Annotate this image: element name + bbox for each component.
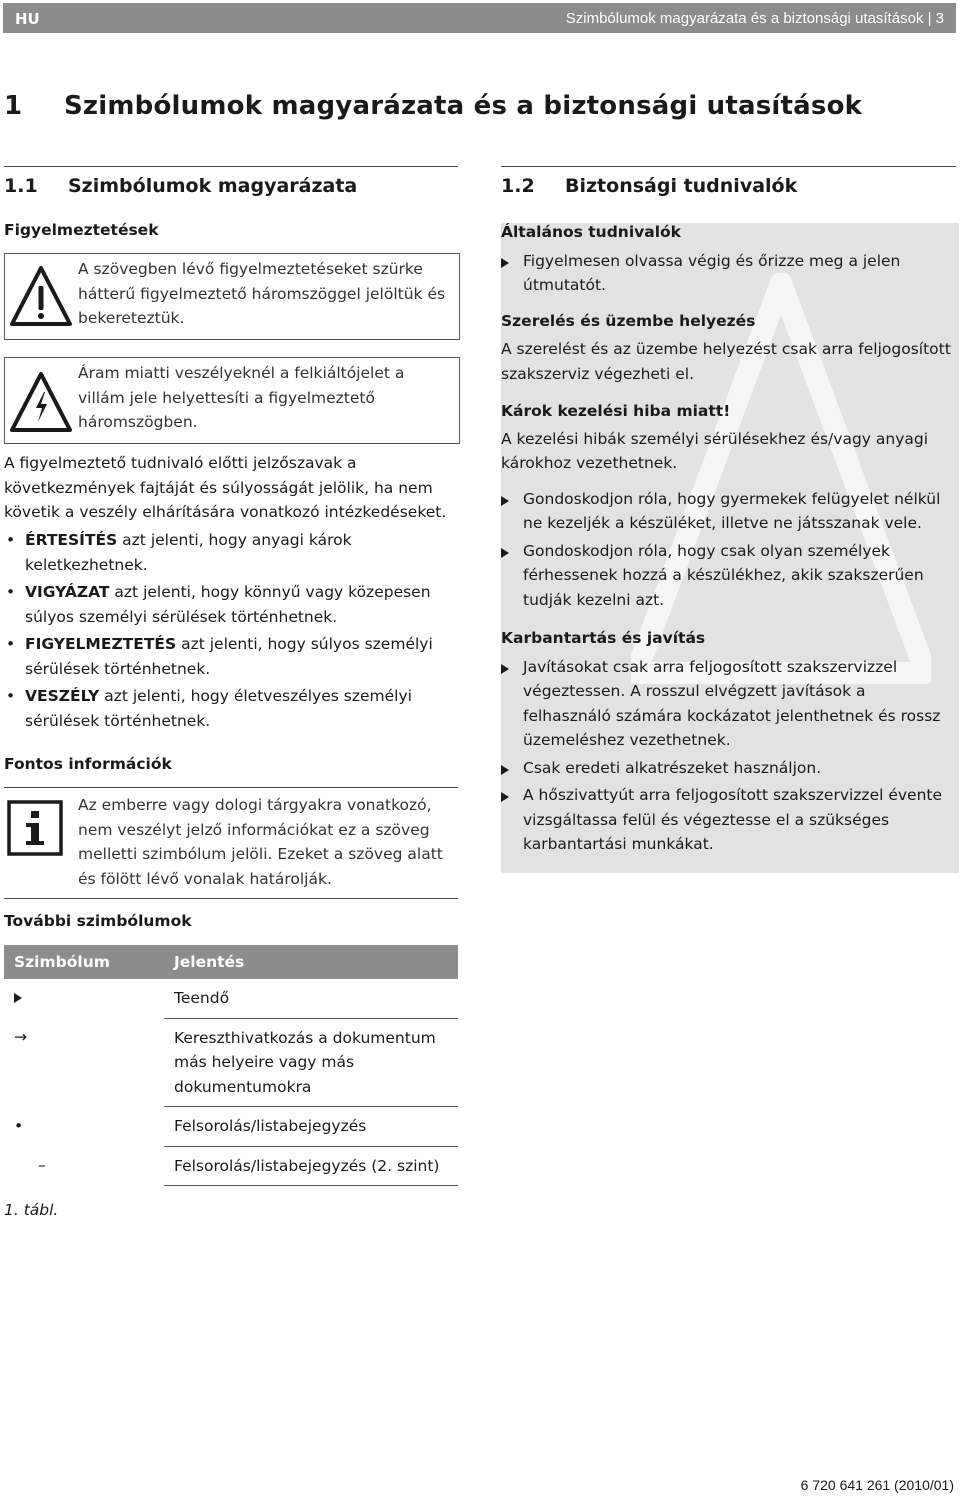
list-item: Gondoskodjon róla, hogy csak olyan személyek férhessenek hozzá a készülékhez, akik szakszerűen tudják kezelni azt.	[501, 539, 955, 613]
signal-word: FIGYELMEZTETÉS	[25, 635, 177, 653]
signal-word: VIGYÁZAT	[25, 583, 110, 601]
action-triangle-icon	[501, 765, 509, 775]
signal-word: ÉRTESÍTÉS	[25, 531, 118, 549]
operating-error-list	[501, 487, 955, 613]
chapter-heading	[4, 91, 862, 121]
table-row	[4, 1107, 458, 1147]
action-triangle-icon	[501, 496, 509, 506]
table-cell: Kereszthivatkozás a dokumentum más helyeire vagy más dokumentumokra	[164, 1018, 458, 1107]
warnings-heading: Figyelmeztetések	[4, 221, 159, 239]
list-item: A hőszivattyút arra feljogosított szakszervizzel évente vizsgáltassa felül és végeztesse el a szükséges karbantartási munkákat.	[501, 783, 955, 857]
action-triangle-icon	[501, 664, 509, 674]
document-number: 6 720 641 261 (2010/01)	[800, 1477, 954, 1493]
table-row	[4, 1018, 458, 1107]
important-info-heading: Fontos információk	[4, 755, 172, 773]
list-item: Gondoskodjon róla, hogy gyermekek felügyelet nélkül ne kezeljék a készüléket, illetve ne játsszanak vele.	[501, 487, 955, 536]
table-cell: Felsorolás/listabejegyzés	[164, 1107, 458, 1147]
operating-error-heading: Károk kezelési hiba miatt!	[501, 402, 731, 420]
list-item: Csak eredeti alkatrészeket használjon.	[501, 756, 955, 781]
section-title: Szimbólumok magyarázata	[68, 175, 358, 197]
table-header-meaning: Jelentés	[164, 945, 458, 979]
table-cell: Teendő	[164, 979, 458, 1018]
page-header	[3, 3, 956, 33]
warning-electric-text: Áram miatti veszélyeknél a felkiáltójelet a villám jele helyettesíti a figyelmeztető háromszögben.	[78, 364, 405, 431]
warning-triangle-icon	[8, 262, 74, 330]
action-triangle-icon	[501, 258, 509, 268]
table-row	[4, 979, 458, 1018]
cross-reference-arrow-icon: →	[4, 1018, 164, 1107]
symbols-table	[4, 945, 458, 1186]
list-item: Javításokat csak arra feljogosított szakszervizzel végeztessen. A rosszul elvégzett javítások a felhasználó számára kockázatot jelenthetnek és rossz üzemeléshez vezethetnek.	[501, 655, 955, 753]
signal-words-intro: A figyelmeztető tudnivaló előtti jelzőszavak a következmények fajtáját és súlyosságát jelölik, ha nem követik a veszély elhárítására vonatkozó intézkedéseket.	[4, 454, 447, 521]
installation-heading: Szerelés és üzembe helyezés	[501, 311, 756, 330]
action-triangle-icon	[14, 993, 22, 1003]
chapter-title: Szimbólumok magyarázata és a biztonsági utasítások	[64, 91, 863, 121]
table-cell: Felsorolás/listabejegyzés (2. szint)	[164, 1146, 458, 1186]
electric-hazard-icon	[8, 368, 74, 436]
general-info-list	[501, 249, 955, 298]
table-row	[4, 1146, 458, 1186]
warning-box-general	[4, 253, 460, 340]
section-heading-1-1	[4, 175, 357, 197]
info-icon	[7, 800, 63, 856]
section-rule-left	[4, 166, 458, 167]
table-caption: 1. tábl.	[4, 1201, 59, 1219]
safety-info-box	[501, 223, 959, 873]
section-number: 1.1	[4, 175, 38, 197]
bullet-symbol: •	[4, 1107, 164, 1147]
general-info-heading: Általános tudnivalók	[501, 223, 681, 241]
signal-words-list	[4, 528, 458, 736]
list-item: • VIGYÁZAT azt jelenti, hogy könnyű vagy közepesen súlyos személyi sérülések történhetnek.	[4, 580, 458, 629]
section-rule-right	[501, 166, 956, 167]
installation-text: A szerelést és az üzembe helyezést csak arra feljogosított szakszerviz végezheti el.	[501, 340, 951, 383]
table-header-symbol: Szimbólum	[4, 945, 164, 979]
list-item: • VESZÉLY azt jelenti, hogy életveszélyes személyi sérülések történhetnek.	[4, 684, 458, 733]
maintenance-heading: Karbantartás és javítás	[501, 629, 706, 647]
action-triangle-icon	[501, 792, 509, 802]
action-symbol	[4, 979, 164, 1018]
safety-content	[501, 223, 955, 860]
header-title: Szimbólumok magyarázata és a biztonsági utasítások | 3	[565, 10, 944, 27]
info-text: Az emberre vagy dologi tárgyakra vonatkozó, nem veszélyt jelző információkat ez a szöveg melletti szimbólum jelöli. Ezeket a szöveg alatt és fölött lévő vonalak határolják.	[78, 796, 443, 888]
action-triangle-icon	[501, 548, 509, 558]
dash-symbol: –	[4, 1146, 164, 1186]
language-code: HU	[15, 10, 40, 28]
maintenance-list	[501, 655, 955, 857]
section-heading-1-2	[501, 175, 797, 197]
list-item: Figyelmesen olvassa végig és őrizze meg a jelen útmutatót.	[501, 249, 955, 298]
list-item: • FIGYELMEZTETÉS azt jelenti, hogy súlyos személyi sérülések történhetnek.	[4, 632, 458, 681]
warning-box-electric	[4, 357, 460, 444]
list-item: • ÉRTESÍTÉS azt jelenti, hogy anyagi károk keletkezhetnek.	[4, 528, 458, 577]
operating-error-text: A kezelési hibák személyi sérülésekhez és/vagy anyagi károkhoz vezethetnek.	[501, 429, 929, 472]
more-symbols-heading: További szimbólumok	[4, 912, 192, 930]
section-number: 1.2	[501, 175, 535, 197]
warning-general-text: A szövegben lévő figyelmeztetéseket szürke hátterű figyelmeztető háromszöggel jelöltük és bekereteztük.	[78, 260, 446, 327]
info-box	[4, 787, 458, 899]
section-title: Biztonsági tudnivalók	[565, 175, 798, 197]
chapter-number: 1	[4, 91, 23, 121]
signal-word: VESZÉLY	[25, 687, 100, 705]
